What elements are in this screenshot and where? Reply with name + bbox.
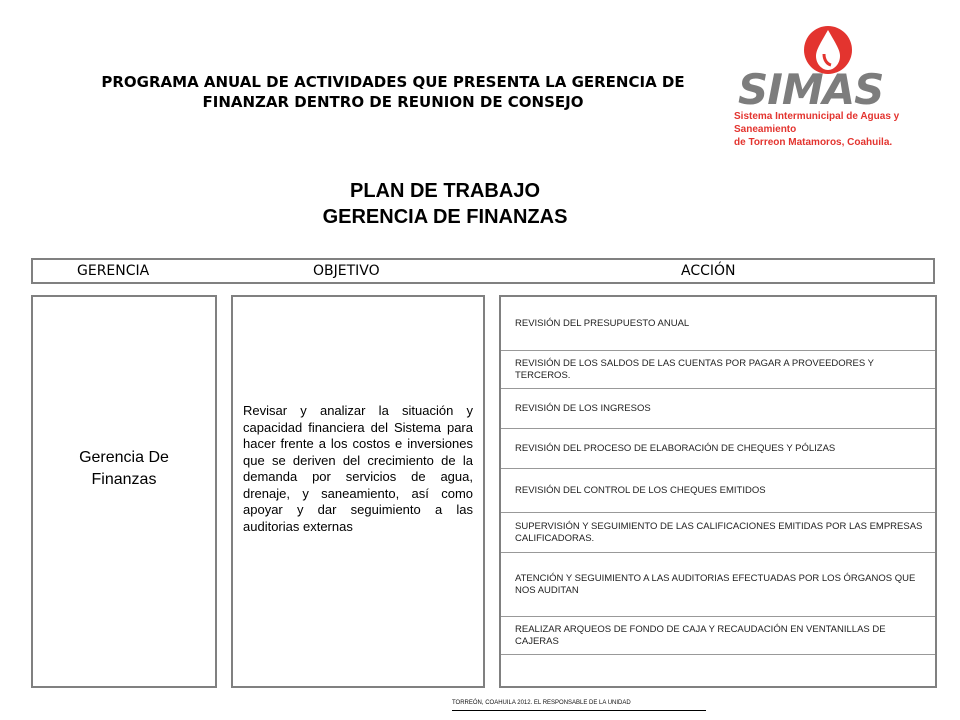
logo-tagline	[734, 110, 934, 149]
plan-title-line-2: GERENCIA DE FINANZAS	[322, 206, 568, 228]
accion-text: REVISIÓN DEL CONTROL DE LOS CHEQUES EMITIDOS	[515, 484, 766, 496]
gerencia-name-line-2: Finanzas	[91, 471, 157, 488]
accion-row	[501, 617, 935, 655]
accion-row	[501, 513, 935, 553]
logo-wordmark: SIMAS	[738, 65, 884, 114]
document-header	[88, 72, 698, 112]
accion-text: REALIZAR ARQUEOS DE FONDO DE CAJA Y RECAUDACIÓN EN VENTANILLAS DE CAJERAS	[515, 623, 886, 647]
accion-text: REVISIÓN DE LOS INGRESOS	[515, 402, 651, 414]
accion-row	[501, 553, 935, 617]
accion-text: ATENCIÓN Y SEGUIMIENTO A LAS AUDITORIAS EFECTUADAS POR LOS ÓRGANOS QUE NOS AUDITAN	[515, 572, 916, 596]
accion-box	[499, 295, 937, 688]
accion-row	[501, 429, 935, 469]
gerencia-name	[33, 447, 215, 491]
column-header-accion: ACCIÓN	[681, 263, 736, 279]
header-line-2: FINANZAR DENTRO DE REUNION DE CONSEJO	[202, 93, 584, 111]
plan-title-line-1: PLAN DE TRABAJO	[349, 180, 540, 202]
accion-text: REVISIÓN DE LOS SALDOS DE LAS CUENTAS POR PAGAR A PROVEEDORES Y TERCEROS.	[515, 357, 874, 381]
footer-signature-line: TORREÓN, COAHUILA 2012. EL RESPONSABLE DE LA UNIDAD	[452, 700, 706, 711]
accion-row	[501, 389, 935, 429]
header-line-1: PROGRAMA ANUAL DE ACTIVIDADES QUE PRESENTA LA GERENCIA DE	[101, 73, 685, 91]
gerencia-name-line-1: Gerencia De	[79, 449, 169, 466]
accion-row	[501, 351, 935, 389]
objetivo-box	[231, 295, 485, 688]
gerencia-box	[31, 295, 217, 688]
accion-text: REVISIÓN DEL PRESUPUESTO ANUAL	[515, 317, 690, 329]
logo-tagline-line-1: Sistema Intermunicipal de Aguas y Saneamiento	[734, 111, 900, 135]
column-header-bar	[31, 258, 935, 284]
objetivo-text: Revisar y analizar la situación y capacidad financiera del Sistema para hacer frente a los costos e inversiones que se deriven del crecimiento de la demanda por servicios de agua, drenaje, y saneamiento, así como apoyar y dar seguimiento a las auditorias externas	[243, 403, 473, 534]
plan-title	[250, 178, 640, 230]
column-header-gerencia: GERENCIA	[77, 263, 150, 279]
accion-text: REVISIÓN DEL PROCESO DE ELABORACIÓN DE CHEQUES Y PÓLIZAS	[515, 442, 836, 454]
accion-text: SUPERVISIÓN Y SEGUIMIENTO DE LAS CALIFICACIONES EMITIDAS POR LAS EMPRESAS CALIFICADORAS.	[515, 520, 923, 544]
simas-logo	[728, 20, 938, 150]
accion-row	[501, 297, 935, 351]
accion-row	[501, 469, 935, 513]
column-header-objetivo: OBJETIVO	[313, 263, 380, 279]
logo-tagline-line-2: de Torreon Matamoros, Coahuila.	[734, 137, 893, 148]
